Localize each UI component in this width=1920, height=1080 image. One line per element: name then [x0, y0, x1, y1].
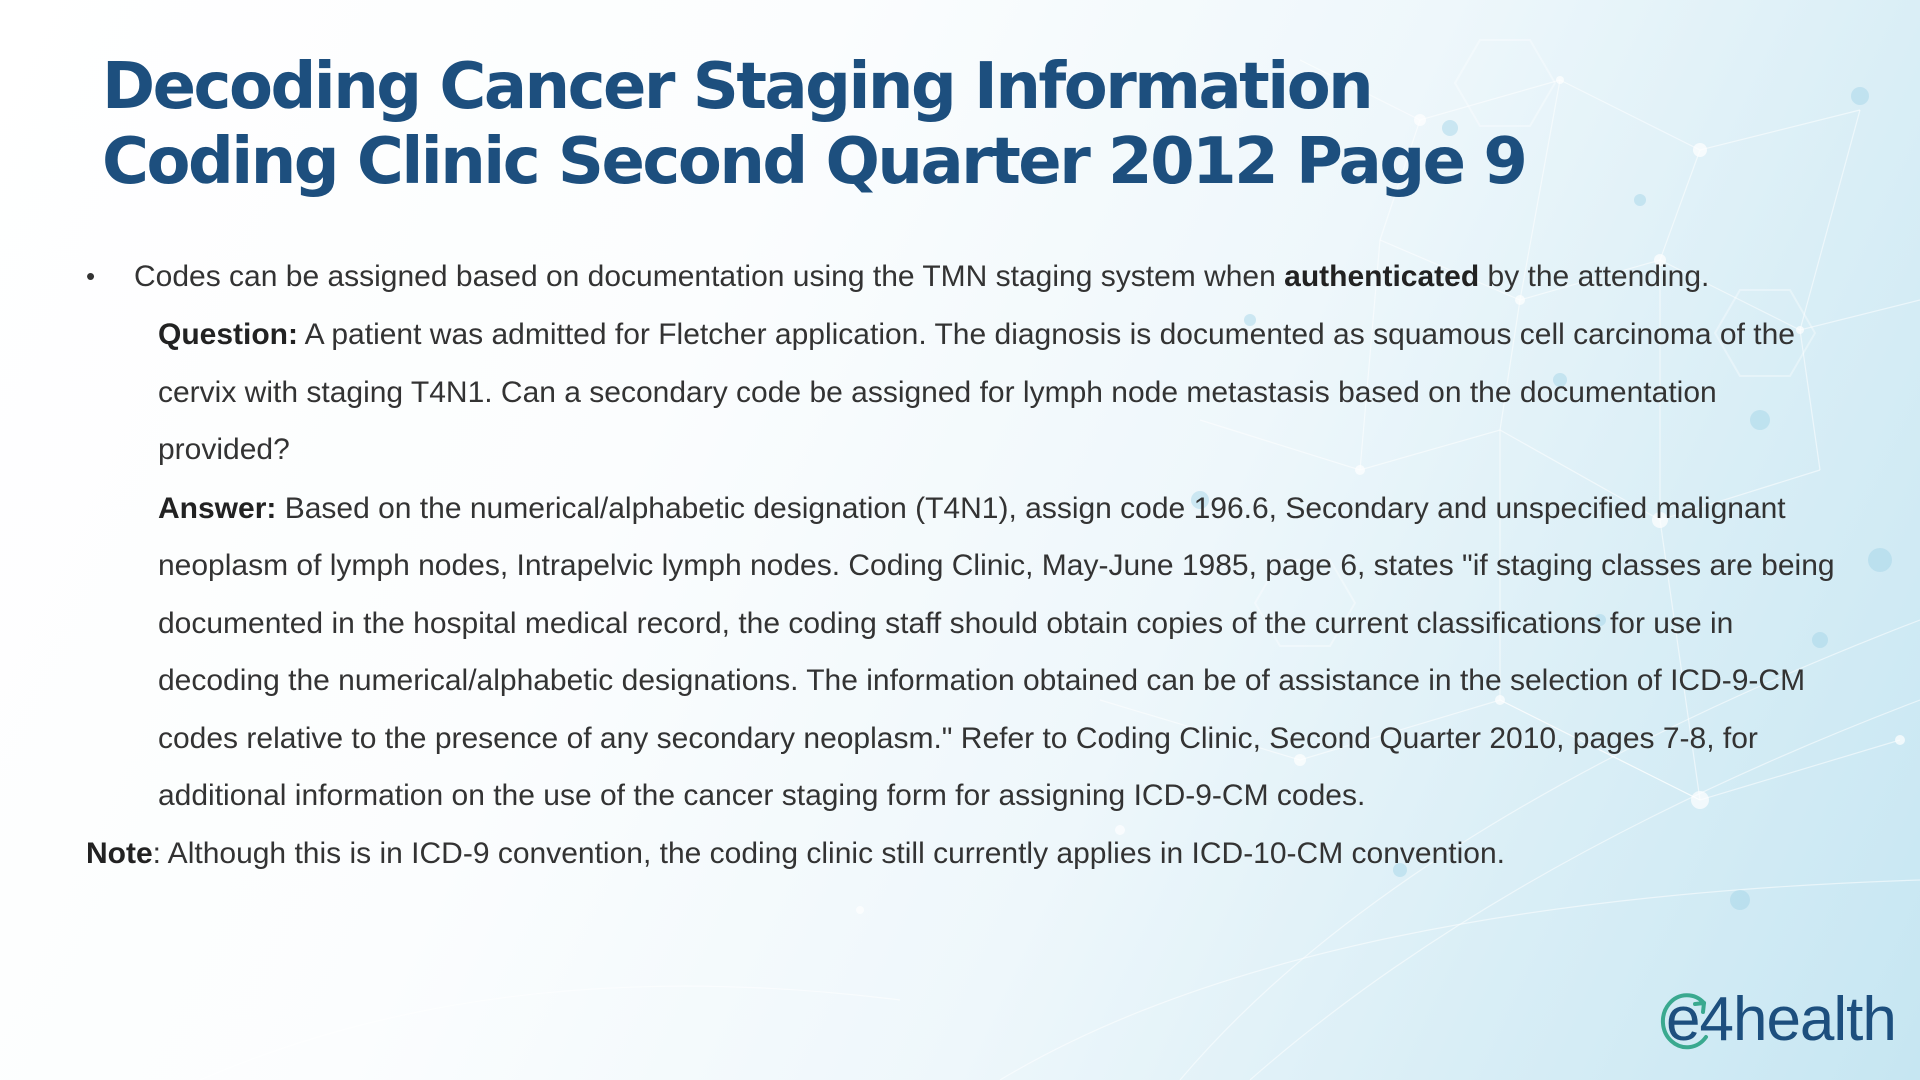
answer-text: Based on the numerical/alphabetic designation (T4N1), assign code 196.6, Secondary and unspecified malignant neoplasm of lymph nodes, Intrapelvic lymph nodes. Coding Clinic, May-June 1985, page 6, states "if staging classes are being documented in the hospital medical record, the coding staff should obtain copies of the current classifications for use in decoding the numerical/alphabetic designations. The information obtained can be of assistance in the selection of ICD-9-CM codes relative to the presence of any secondary neoplasm." Refer to Coding Clinic, Second Quarter 2010, pages 7-8, for additional information on the use of the cancer staging form for assigning ICD-9-CM codes.	[158, 491, 1835, 812]
slide-title-line-2: Coding Clinic Second Quarter 2012 Page 9	[102, 125, 1526, 199]
bullet-text-before: Codes can be assigned based on documentation using the TMN staging system when	[134, 260, 1285, 293]
slide-title	[102, 50, 1525, 200]
answer-label: Answer:	[158, 491, 277, 525]
e4health-logo	[1666, 985, 1896, 1055]
logo-e-mark	[1666, 985, 1699, 1055]
bullet-item	[86, 248, 1846, 305]
question-text: A patient was admitted for Fletcher application. The diagnosis is documented as squamous cell carcinoma of the cervix with staging T4N1. Can a secondary code be assigned for lymph node metastasis based on the documentation provided?	[158, 318, 1795, 466]
answer-paragraph	[86, 480, 1846, 825]
question-label: Question:	[158, 318, 298, 351]
slide-title-line-1: Decoding Cancer Staging Information	[102, 50, 1372, 124]
question-paragraph	[86, 306, 1846, 479]
slide-body	[86, 248, 1846, 882]
note-label: Note	[86, 836, 153, 870]
note-paragraph	[86, 825, 1846, 882]
note-text: : Although this is in ICD-9 convention, the coding clinic still currently applies in ICD-10-CM convention.	[152, 836, 1505, 870]
bullet-text-after: by the attending.	[1479, 260, 1710, 293]
logo-first-letter: e	[1666, 985, 1700, 1054]
bullet-bold-term: authenticated	[1284, 260, 1480, 293]
logo-ring-icon	[1660, 989, 1712, 1053]
bullet-dot-icon: •	[86, 261, 96, 291]
logo-rest-text: 4health	[1699, 985, 1896, 1054]
